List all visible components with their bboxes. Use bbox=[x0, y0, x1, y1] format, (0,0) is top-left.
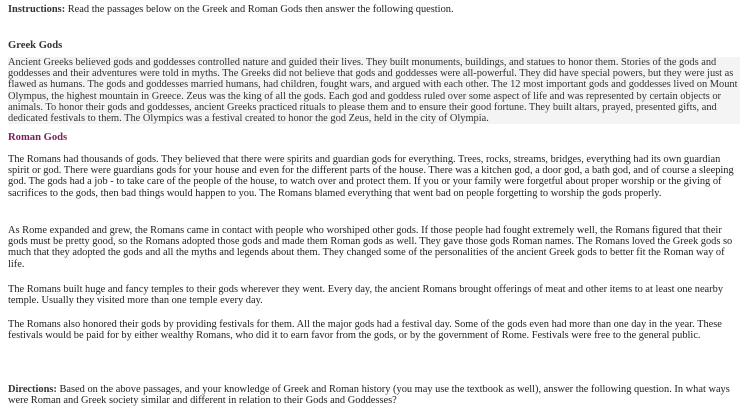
roman-paragraph-2: As Rome expanded and grew, the Romans came in contact with people who worshiped other gods. If those people had fought extremely well, the Romans figured that their gods must be pretty good, so the Romans adopted those gods and made them Roman gods as well. They gave those gods Roman names. The Romans loved the Greek gods so much that they adopted the gods and all the myths and legends about them. They changed some of the personalities of the ancient Greek gods to better fit the Roman way of life. bbox=[8, 225, 733, 270]
roman-paragraph-4: The Romans also honored their gods by providing festivals for them. All the major gods had a festival day. Some of the gods even had more than one day in the year. These festivals would be paid for by either wealthy Romans, who did it to earn favor from the gods, or by the government of Rome. Festivals were free to the general public. bbox=[8, 319, 722, 342]
directions-label: Directions: bbox=[8, 384, 57, 395]
directions-text: Based on the above passages, and your knowledge of Greek and Roman history (you may use the textbook as well), answer the following question. In what ways were Roman and Greek society similar and different in relation to their Gods and Goddesses? bbox=[8, 384, 730, 407]
greek-gods-heading: Greek Gods bbox=[8, 40, 63, 51]
roman-gods-heading: Roman Gods bbox=[8, 132, 68, 143]
roman-paragraph-3: The Romans built huge and fancy temples to their gods wherever they went. Every day, the ancient Romans brought offerings of meat and other items to at least one nearby temple. Usually they visited more than one temple every day. bbox=[8, 284, 724, 307]
roman-paragraph-1: The Romans had thousands of gods. They believed that there were spirits and guardian gods for everything. Trees, rocks, streams, bridges, everything had its own guardian spirit or god. There were guardians gods for your house and even for the different parts of the house. There was a kitchen god, a door god, a bath god, and of course a sleeping god. The gods had a job - to take care of the people of the house, to watch over and protect them. If you or your family were forgetful about proper worship or the giving of sacrifices to the gods, then bad things would happen to you. The Romans blamed everything that went bad on people forgetting to worship the gods properly. bbox=[8, 154, 734, 199]
greek-gods-passage: Ancient Greeks believed gods and goddesses controlled nature and guided their lives. They built monuments, buildings, and statues to honor them. Stories of the gods and goddesses and their adventures were told in myths. The Greeks did not believe that gods and goddesses were all-powerful. They did have special powers, but they were just as flawed as humans. The gods and goddesses married humans, had children, fought wars, and argued with each other. The 12 most important gods and goddesses lived on Mount Olympus, the highest mountain in Greece. Zeus was the king of all the gods. Each god and goddess ruled over some aspect of life and was represented by certain objects or animals. To honor their gods and goddesses, ancient Greeks practiced rituals to please them and to ensure their good fortune. They built altars, prayed, presented gifts, and dedicated festivals to them. The Olympics was a festival created to honor the god Zeus, held in the city of Olympia. bbox=[8, 57, 740, 124]
instructions-label: Instructions: bbox=[8, 4, 66, 15]
instructions bbox=[8, 4, 740, 15]
instructions-text: Read the passages below on the Greek and Roman Gods then answer the following question. bbox=[65, 4, 454, 15]
directions bbox=[8, 384, 740, 406]
